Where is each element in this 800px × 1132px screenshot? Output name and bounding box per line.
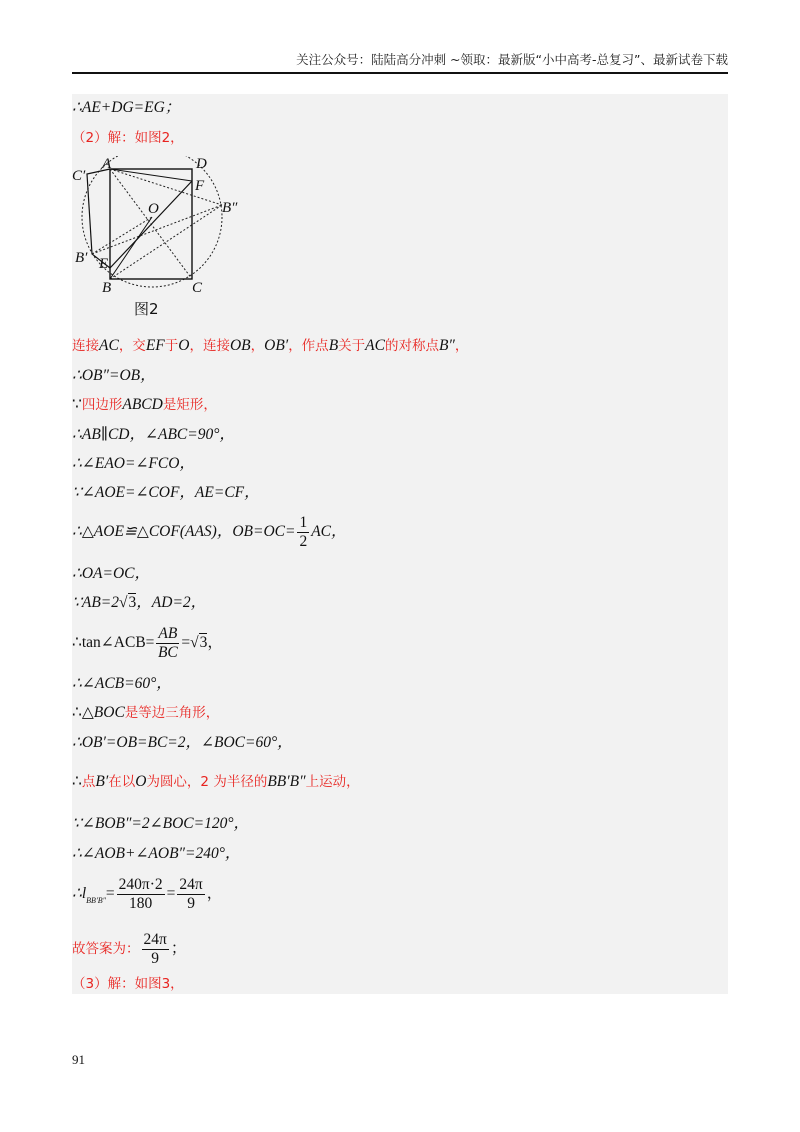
line-10: ∴OA=OC， — [72, 565, 151, 582]
label-D: D — [196, 156, 207, 172]
line-21: （3）解：如图3， — [72, 976, 184, 992]
label-C: C — [192, 280, 203, 296]
label-A: A — [102, 156, 112, 172]
solution-content — [72, 94, 728, 994]
geometry-figure — [72, 156, 262, 306]
label-B: B — [102, 280, 112, 296]
line-3: 连接AC，交EF于O，连接OB，OB′，作点B关于AC的对称点B″， — [72, 337, 469, 354]
line-11: ∵AB=2√3，AD=2， — [72, 594, 207, 611]
line-16: ∴点B′在以O为圆心，2 为半径的BB′B″上运动， — [72, 773, 360, 790]
line-6: ∴AB∥CD，∠ABC=90°， — [72, 426, 235, 443]
label-B1: B′ — [75, 250, 88, 266]
fraction-half: $\frac{1}{2}$ — [299, 514, 308, 550]
line-20: 故答案为： $\frac{24\pi}{9}$ ； — [72, 931, 187, 967]
line-9: ∴△AOE≌△COF(AAS)，OB=OC= $\frac{1}{2}$ AC， — [72, 514, 347, 550]
figure-caption: 图2 — [134, 300, 159, 318]
line-4: ∴OB″=OB， — [72, 367, 156, 384]
label-B2: B″ — [222, 200, 238, 216]
line-12: ∴tan∠ACB= $\frac{AB}{BC}$ =√3， — [72, 625, 223, 661]
label-F: F — [195, 178, 205, 194]
label-C1: C′ — [72, 168, 86, 184]
line-5: ∵四边形ABCD是矩形， — [72, 396, 217, 413]
page-number: 91 — [72, 1052, 85, 1067]
label-E: E — [99, 256, 109, 272]
line-2: （2）解：如图2， — [72, 130, 184, 146]
line-13: ∴∠ACB=60°， — [72, 675, 172, 692]
line-1: ∴AE+DG=EG； — [72, 99, 181, 116]
line-18: ∴∠AOB+∠AOB″=240°， — [72, 845, 241, 862]
line-8: ∵∠AOE=∠COF，AE=CF， — [72, 484, 260, 501]
line-17: ∵∠BOB″=2∠BOC=120°， — [72, 815, 250, 832]
fraction-result: $\frac{24\pi}{9}$ — [179, 876, 203, 912]
page-header: 关注公众号：陆陆高分冲刺 ~领取：最新版“小中高考-总复习”、最新试卷下载 — [72, 50, 728, 74]
label-O: O — [148, 201, 159, 217]
fraction-answer: $\frac{24\pi}{9}$ — [143, 931, 167, 967]
fraction-ab-bc: $\frac{AB}{BC}$ — [157, 625, 178, 661]
line-15: ∴OB′=OB=BC=2，∠BOC=60°， — [72, 734, 293, 751]
line-7: ∴∠EAO=∠FCO， — [72, 455, 195, 472]
fraction-arc-length: $\frac{240\pi\cdot 2}{180}$ — [118, 876, 163, 912]
line-19: $\therefore l_{BB'B''}=$ $\frac{240\pi\cdot 2}{180}$ = $\frac{24\pi}{9}$ ， — [72, 876, 223, 912]
line-14: ∴△BOC是等边三角形， — [72, 704, 220, 721]
